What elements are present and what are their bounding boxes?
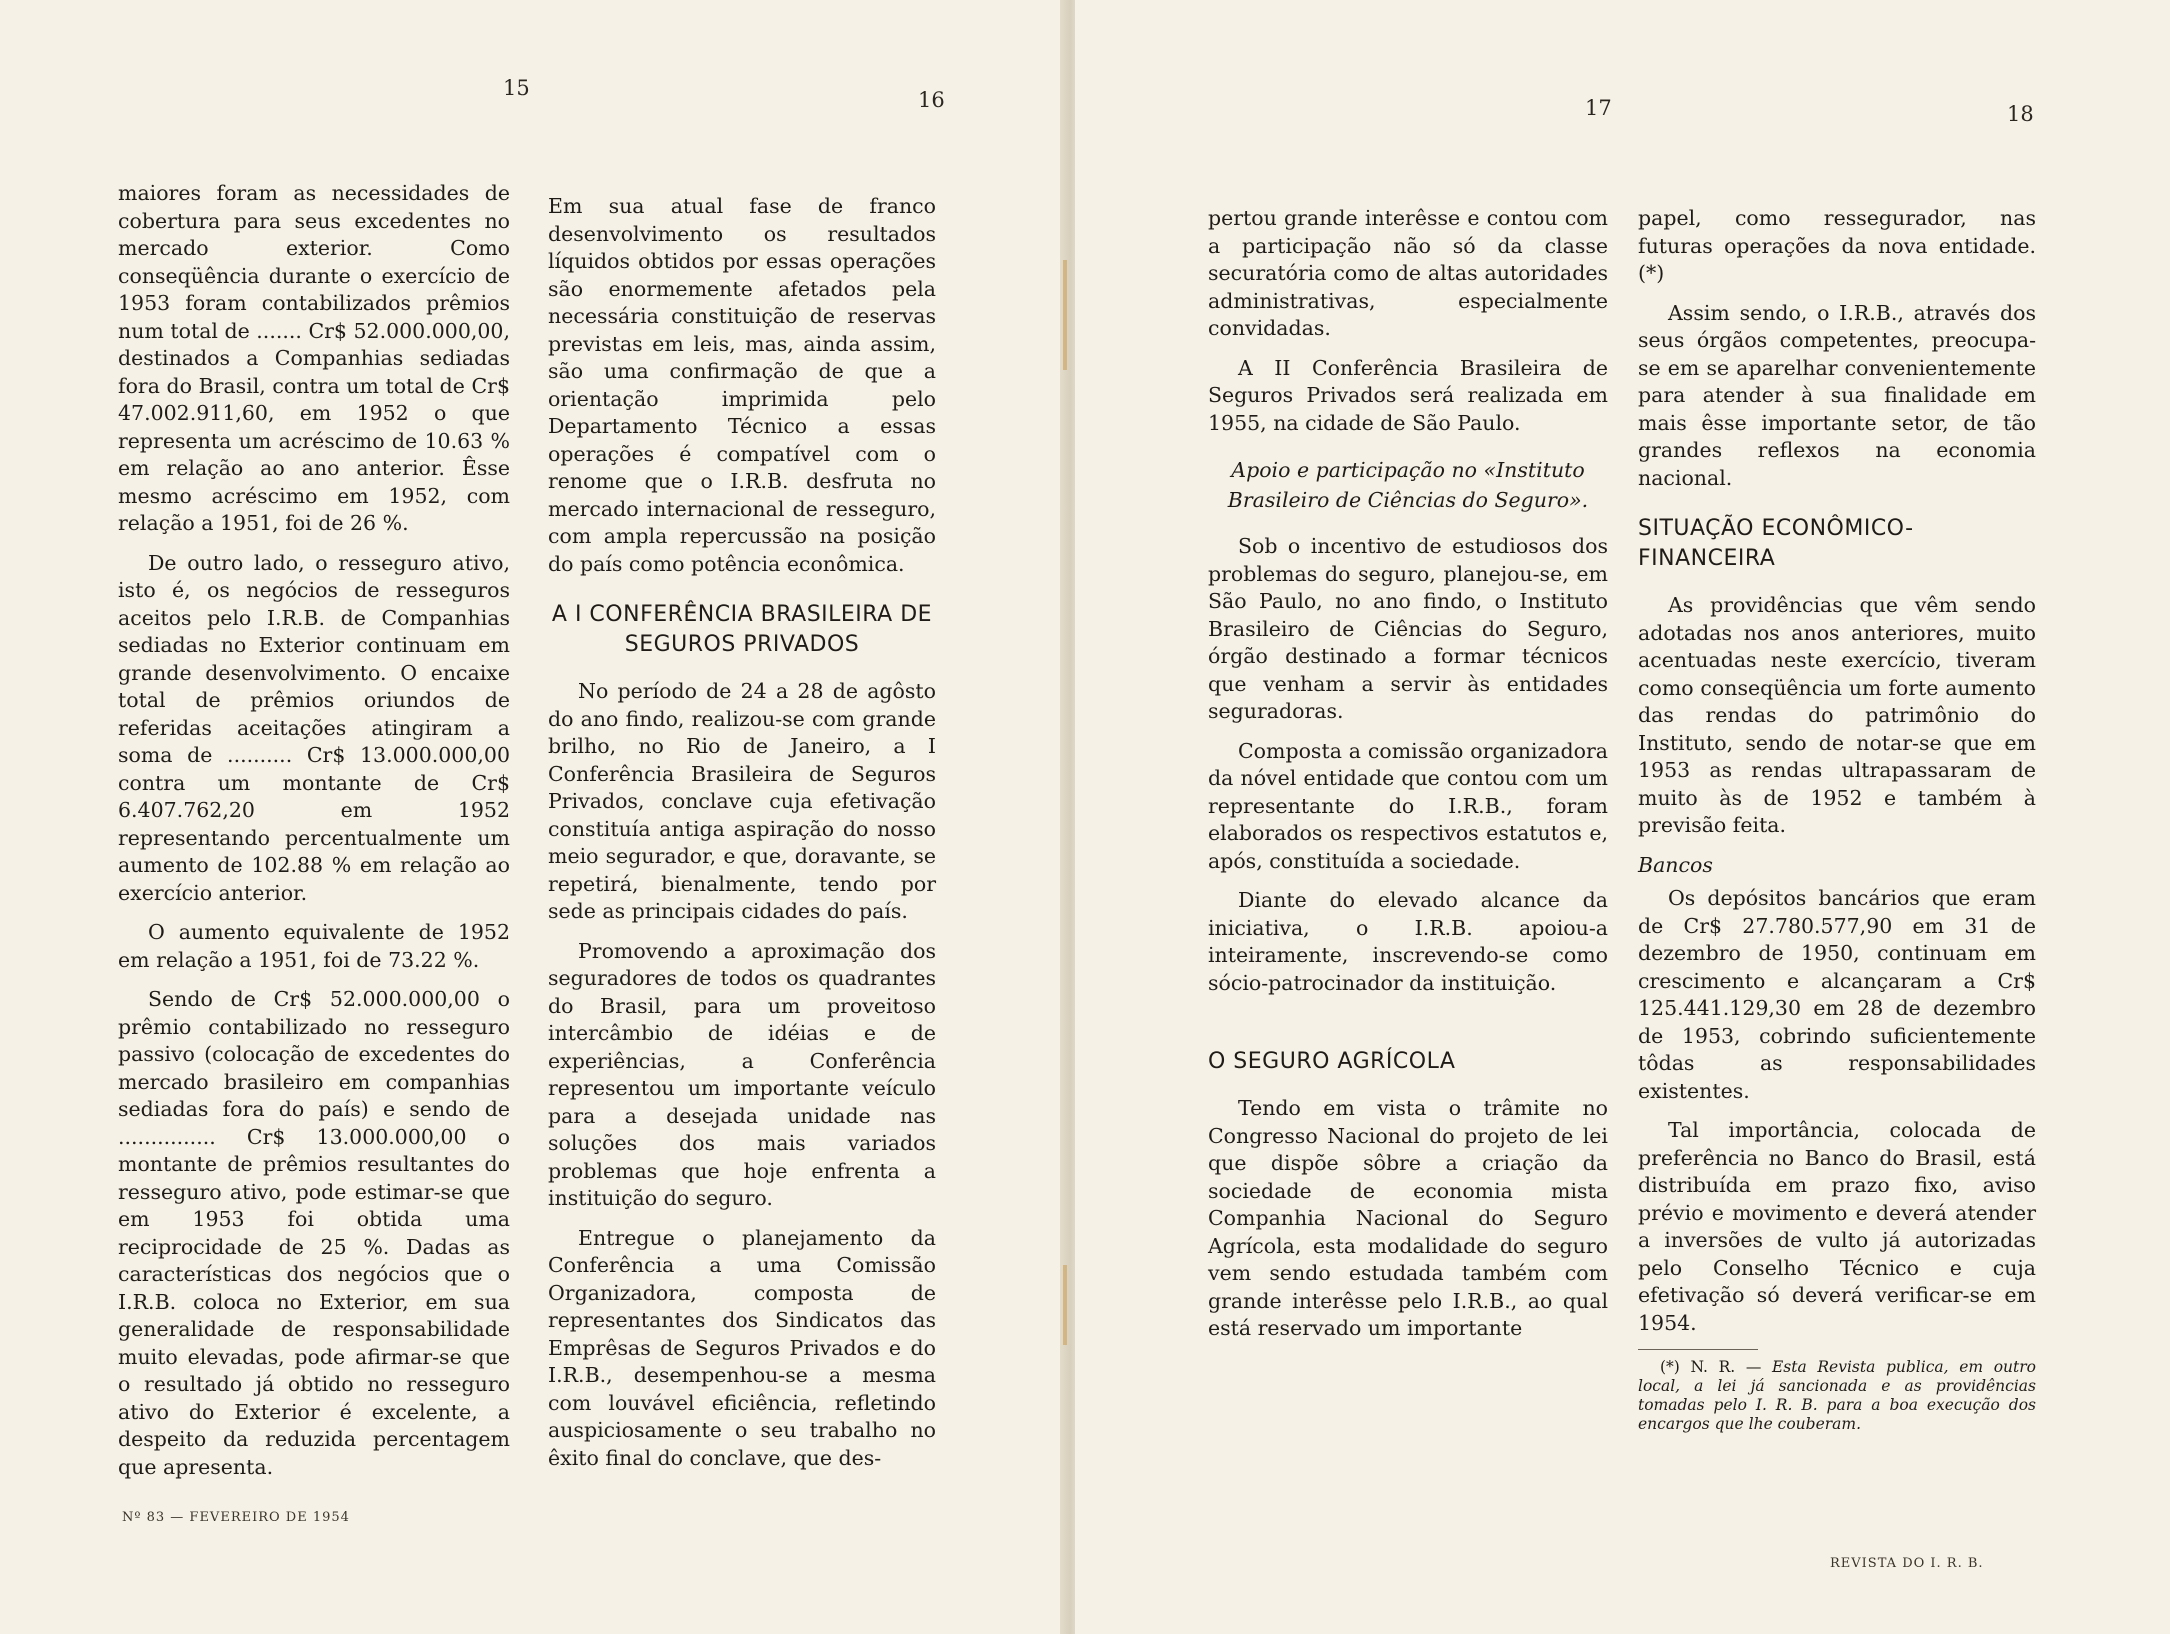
paragraph: Sob o incentivo de estudiosos dos problemas do seguro, planejou-se, em São Paulo, no ano findo, o Instituto Brasileiro de Ciências do Seguro, órgão destinado a formar técnicos que venham a servir às entidades seguradoras. [1208,534,1608,723]
page-number-15: 15 [503,76,530,100]
paragraph: A II Conferência Brasileira de Seguros Privados será realizada em 1955, na cidade de São Paulo. [1208,355,1608,435]
footer-issue: Nº 83 — FEVEREIRO DE 1954 [122,1510,350,1525]
paragraph: Em sua atual fase de franco desenvolvimento os resultados líquidos obtidos por essas operações são enormemente afetados pela necessária constituição de reservas previstas em leis, mas, ainda assim, são uma confirmação de que a orientação imprimida pelo Departamento Técnico a essas operações é compatível com o renome que o I.R.B. desfruta no mercado internacional de resseguro, com ampla repercussão na posição do país como potência econômica. [548,194,936,576]
page-number-16: 16 [918,88,945,112]
column-page-15 [118,180,510,1493]
subheading-bancos: Bancos [1638,852,1713,877]
subsection-heading: Apoio e participação no «Instituto Brasileiro de Ciências do Seguro». [1227,458,1589,512]
paragraph: Tendo em vista o trâmite no Congresso Nacional do projeto de lei que dispõe sôbre a criação da sociedade de economia mista Companhia Nacional do Seguro Agrícola, esta modalidade do seguro vem sendo estudada também com grande interêsse pelo I.R.B., ao qual está reservado um importante [1208,1096,1608,1340]
paragraph: Entregue o planejamento da Conferência a uma Comissão Organizadora, composta de representantes dos Sindicatos das Emprêsas de Seguros Privados e do I.R.B., desempenhou-se a mesma com louvável eficiência, refletindo auspiciosamente o seu trabalho no êxito final do conclave, que des- [548,1225,936,1470]
paragraph: Sendo de Cr$ 52.000.000,00 o prêmio contabilizado no resseguro passivo (colocação de excedentes do mercado brasileiro em companhias sediadas fora do país) e sendo de ............... Cr$ 13.000.000,00 o montante de prêmios resultantes do resseguro ativo, pode estimar-se que em 1953 foi obtida uma reciprocidade de 25 %. Dadas as características dos negócios que o I.R.B. coloca no Exterior, em sua generalidade de responsabilidade muito elevadas, pode afirmar-se que o resultado já obtido no resseguro ativo do Exterior é excelente, a despeito da reduzida percentagem que apresenta. [118,987,510,1479]
left-page [0,0,1065,1634]
paragraph: Os depósitos bancários que eram de Cr$ 27.780.577,90 em 31 de dezembro de 1950, continuam em crescimento e alcançaram a Cr$ 125.441.129,30 em 28 de dezembro de 1953, cobrindo suficientemente tôdas as responsabilidades existentes. [1638,886,2036,1103]
paragraph: O aumento equivalente de 1952 em relação a 1951, foi de 73.22 %. [118,920,510,972]
section-heading: A I CONFERÊNCIA BRASILEIRA DE SEGUROS PRIVADOS [551,602,933,657]
paragraph: Tal importância, colocada de preferência no Banco do Brasil, está distribuída em prazo fixo, aviso prévio e movimento e deverá atender a inversões de vulto já autorizadas pelo Conselho Técnico e cuja efetivação só deverá verificar-se em 1954. [1638,1118,2036,1335]
footnote-text: Esta Revista publica, em outro local, a lei já sancionada e as providências tomadas pelo I. R. B. para a boa execução dos encargos que lhe couberam. [1638,1358,2036,1433]
footer-publication: REVISTA DO I. R. B. [1830,1556,1984,1571]
paragraph: Composta a comissão organizadora da nóvel entidade que contou com um representante do I.R.B., foram elaborados os respectivos estatutos e, após, constituída a sociedade. [1208,738,1608,873]
section-heading: O SEGURO AGRÍCOLA [1208,1049,1456,1074]
paragraph: Diante do elevado alcance da iniciativa, o I.R.B. apoiou-a inteiramente, inscrevendo-se como sócio-patrocinador da instituição. [1208,888,1608,995]
column-page-16 [548,193,936,1484]
paragraph: maiores foram as necessidades de cobertura para seus excedentes no mercado exterior. Como conseqüência durante o exercício de 1953 foram contabilizados prêmios num total de ....... Cr$ 52.000.000,00, destinados a Companhias sediadas fora do Brasil, contra um total de Cr$ 47.002.911,60, em 1952 o que representa um acréscimo de 10.63 % em relação ao ano anterior. Êsse mesmo acréscimo em 1952, com relação a 1951, foi de 26 %. [118,181,510,535]
section-heading: SITUAÇÃO ECONÔMICO-FINANCEIRA [1638,516,1914,571]
footnote-rule [1638,1349,1758,1358]
footnote-mark: (*) N. R. — [1660,1358,1762,1376]
paragraph: De outro lado, o resseguro ativo, isto é, os negócios de resseguros aceitos pelo I.R.B. de Companhias sediadas no Exterior continuam em grande desenvolvimento. O encaixe total de prêmios oriundos de referidas aceitações atingiram a soma de .......... Cr$ 13.000.000,00 contra um montante de Cr$ 6.407.762,20 em 1952 representando percentualmente um aumento de 102.88 % em relação ao exercício anterior. [118,550,510,905]
binding-mark [1063,1265,1067,1345]
column-page-17 [1208,205,1608,1355]
footnote [1638,1358,2036,1434]
column-page-18 [1638,205,2036,1434]
binding-mark [1063,260,1067,370]
paragraph: Promovendo a aproximação dos seguradores de todos os quadrantes do Brasil, para um proveitoso intercâmbio de idéias e de experiências, a Conferência representou um importante veículo para a desejada unidade nas soluções dos mais variados problemas que hoje enfrenta a instituição do seguro. [548,938,936,1210]
paragraph: As providências que vêm sendo adotadas nos anos anteriores, muito acentuadas neste exercício, tiveram como conseqüência um forte aumento das rendas do patrimônio do Instituto, sendo de notar-se que em 1953 as rendas ultrapassaram de muito às de 1952 e também à previsão feita. [1638,593,2036,837]
right-page [1075,0,2170,1634]
page-number-18: 18 [2007,102,2034,126]
paragraph: pertou grande interêsse e contou com a participação não só da classe securatória como de altas autoridades administrativas, especialmente convidadas. [1208,206,1608,340]
paragraph: papel, como ressegurador, nas futuras operações da nova entidade. (*) [1638,206,2036,285]
page-number-17: 17 [1585,96,1612,120]
paragraph: Assim sendo, o I.R.B., através dos seus órgãos competentes, preocupa-se em se aparelhar convenientemente para atender à sua finalidade em mais êsse importante setor, de tão grandes reflexos na economia nacional. [1638,300,2036,490]
paragraph: No período de 24 a 28 de agôsto do ano findo, realizou-se com grande brilho, no Rio de Janeiro, a I Conferência Brasileira de Seguros Privados, conclave cuja efetivação constituía antiga aspiração do nosso meio segurador, e que, doravante, se repetirá, bienalmente, tendo por sede as principais cidades do país. [548,679,936,923]
